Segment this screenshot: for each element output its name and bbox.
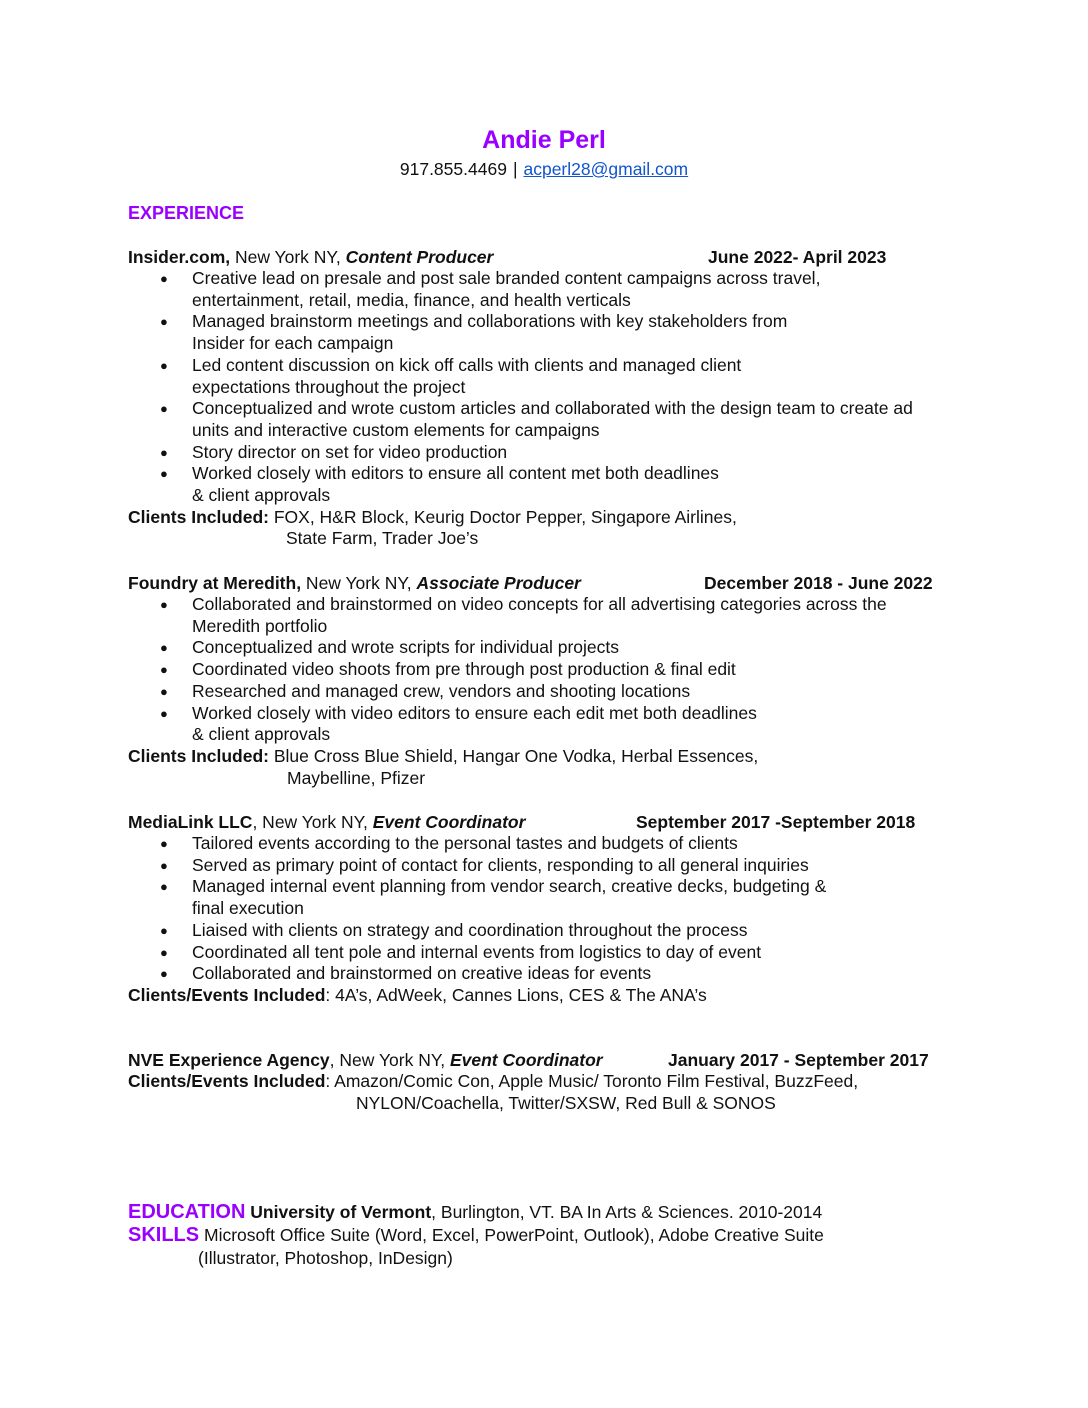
clients-label: Clients/Events Included [128,984,326,1005]
job-bullet: ● Collaborated and brainstormed on creative ideas for events [128,963,968,985]
job-bullet: ● Managed brainstorm meetings and collaborations with key stakeholders from Insider for each campaign [128,311,842,354]
job-bullet: ● Conceptualized and wrote custom articles and collaborated with the design team to create ad units and interactive custom elements for campaigns [128,398,932,441]
clients-list: Blue Cross Blue Shield, Hangar One Vodka, Herbal Essences, [268,745,759,766]
job-bullet: ● Managed internal event planning from vendor search, creative decks, budgeting & final execution [128,876,852,919]
contact-line [0,159,1088,180]
clients-label: Clients Included: [128,745,269,766]
job-dates: December 2018 - June 2022 [704,573,933,593]
skills-line [128,1224,988,1270]
job-bullets [128,833,968,985]
job-company: MediaLink LLC [128,812,253,832]
clients-list: : Amazon/Comic Con, Apple Music/ Toronto Film Festival, BuzzFeed, [325,1071,859,1091]
education-skills-section [128,1201,988,1270]
job-header [128,1049,968,1071]
job-bullet: ● Served as primary point of contact for clients, responding to all general inquiries [128,855,968,877]
job-bullet: ● Coordinated all tent pole and internal events from logistics to day of event [128,942,968,964]
job-bullet: ● Researched and managed crew, vendors and shooting locations [128,681,968,703]
job-medialink [128,811,968,1007]
job-bullet: ● Creative lead on presale and post sale branded content campaigns across travel, entertainment, retail, media, finance, and health verticals [128,268,912,311]
job-role: Associate Producer [416,573,581,593]
job-dates: June 2022- April 2023 [708,247,887,267]
job-location: , New York NY, [329,1050,450,1070]
education-school: University of Vermont [250,1202,432,1222]
job-location: New York NY, [230,247,346,267]
candidate-name: Andie Perl [482,126,606,154]
experience-heading: EXPERIENCE [128,203,245,223]
education-details: , Burlington, VT. BA In Arts & Sciences. 2010-2014 [431,1202,823,1222]
job-header [128,811,968,833]
clients-list-continued: NYLON/Coachella, Twitter/SXSW, Red Bull & SONOS [356,1092,776,1113]
job-clients [128,507,968,550]
clients-list: FOX, H&R Block, Keurig Doctor Pepper, Singapore Airlines, [268,506,737,527]
job-bullet: ● Tailored events according to the personal tastes and budgets of clients [128,833,968,855]
job-bullet: ● Worked closely with editors to ensure all content met both deadlines & client approvals [128,463,732,506]
skills-list-continued: (Illustrator, Photoshop, InDesign) [198,1248,453,1268]
job-company: Insider.com, [128,247,231,267]
education-heading: EDUCATION [128,1201,246,1223]
job-bullet: ● Collaborated and brainstormed on video concepts for all advertising categories across the Meredith portfolio [128,594,902,637]
job-bullet: ● Worked closely with video editors to ensure each edit met both deadlines & client approvals [128,703,772,746]
skills-list: Microsoft Office Suite (Word, Excel, PowerPoint, Outlook), Adobe Creative Suite [199,1225,824,1245]
job-insider [128,246,968,550]
job-bullet: ● Conceptualized and wrote scripts for individual projects [128,637,968,659]
job-clients [128,985,968,1007]
job-bullet: ● Coordinated video shoots from pre through post production & final edit [128,659,968,681]
job-role: Content Producer [345,247,494,267]
contact-separator: | [512,159,518,179]
job-bullets [128,268,968,507]
job-location: , New York NY, [252,812,373,832]
clients-list-continued: State Farm, Trader Joe’s [286,528,479,549]
job-bullet: ● Led content discussion on kick off calls with clients and managed client expectations throughout the project [128,355,842,398]
job-clients [128,1071,968,1114]
job-bullets [128,594,968,746]
job-dates: September 2017 -September 2018 [636,812,916,832]
job-header [128,246,968,268]
job-bullet: ● Story director on set for video production [128,442,968,464]
job-foundry [128,572,968,789]
job-bullet: ● Liaised with clients on strategy and coordination throughout the process [128,920,968,942]
job-clients [128,746,968,789]
job-nve [128,1049,968,1114]
job-company: NVE Experience Agency [128,1050,330,1070]
job-role: Event Coordinator [372,812,526,832]
phone-number: 917.855.4469 [399,159,507,179]
job-company: Foundry at Meredith, [128,573,302,593]
email-link[interactable]: acperl28@gmail.com [523,159,689,179]
clients-list-continued: Maybelline, Pfizer [287,767,426,788]
clients-list: : 4A’s, AdWeek, Cannes Lions, CES & The ANA’s [325,984,707,1005]
skills-heading: SKILLS [128,1224,200,1246]
job-header [128,572,968,594]
education-line [128,1201,988,1224]
job-dates: January 2017 - September 2017 [668,1050,929,1070]
clients-label: Clients Included: [128,506,269,527]
clients-label: Clients/Events Included [128,1071,326,1091]
job-role: Event Coordinator [449,1050,603,1070]
job-location: New York NY, [301,573,417,593]
